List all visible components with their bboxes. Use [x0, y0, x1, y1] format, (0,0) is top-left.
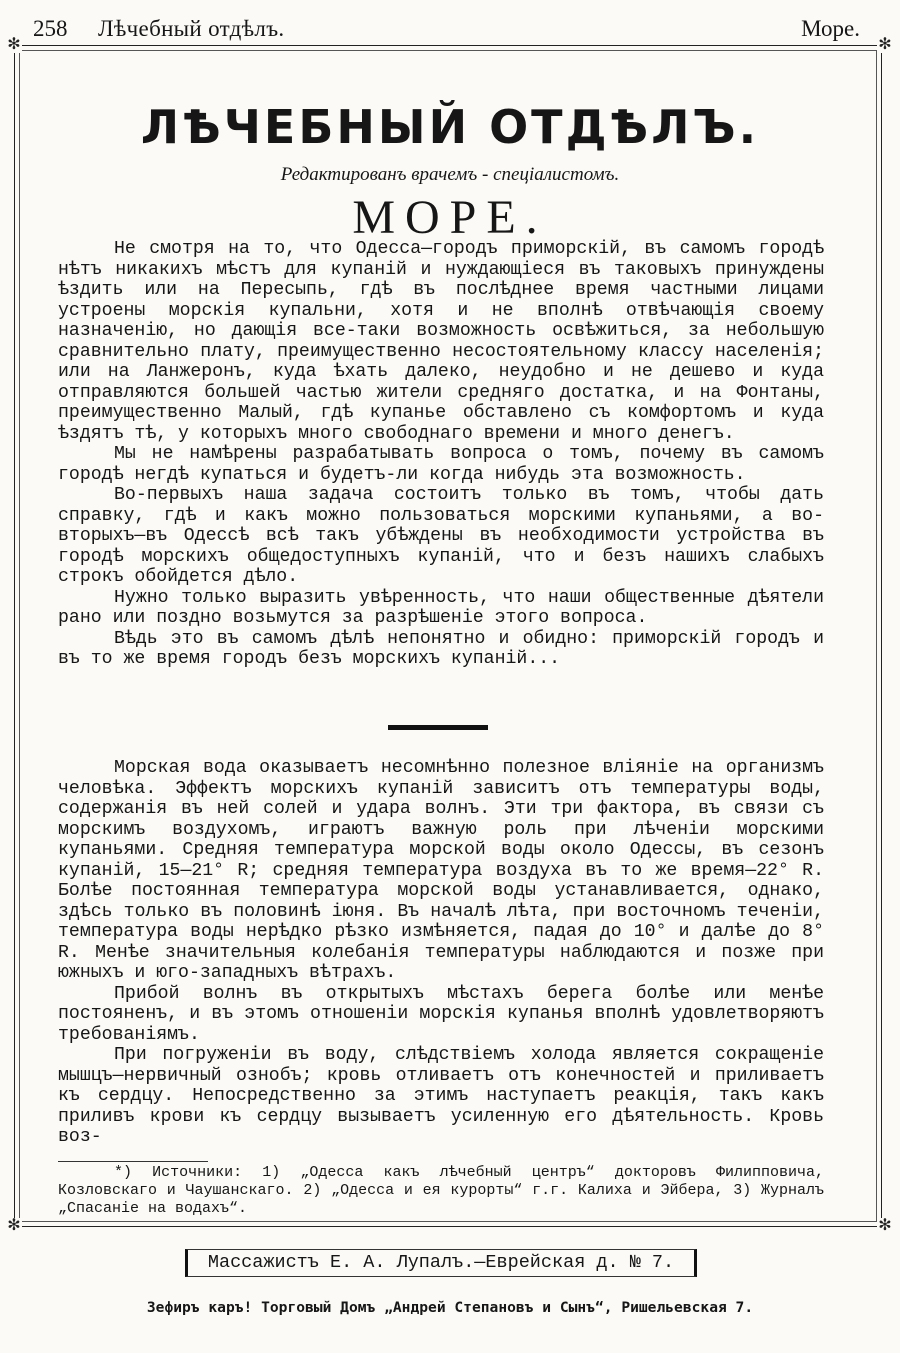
section-title: ЛѢЧЕБНЫЙ ОТДѢЛЪ.: [140, 100, 760, 154]
paragraph: Морская вода оказываетъ несомнѣнно полезное вліяніе на организмъ человѣка. Эффектъ морскихъ купаній зависитъ отъ температуры воды, содержанія въ ней солей и удара волнъ. Эти три фактора, въ связи съ морскимъ воздухомъ, играютъ важную роль при лѣченіи морскими купаньями. Средняя температура морской воды около Одессы, въ сезонъ купаній, 15—21° R; средняя температура воздуха въ то же время—22° R. Болѣе постоянная температура морской воды устанавливается, однако, здѣсь только въ половинѣ іюня. Въ началѣ лѣта, при восточномъ теченіи, температура воды нерѣдко рѣзко измѣняется, падая до 10° и далѣе до 8° R. Менѣе значительныя колебанія температуры наблюдаются и позже при южныхъ и юго-западныхъ вѣтрахъ.: [58, 758, 824, 983]
paragraph: При погруженіи въ воду, слѣдствіемъ холода является сокращеніе мышцъ—нервичный ознобъ; кровь отливаетъ отъ конечностей и приливаетъ къ сердцу. Непосредственно за этимъ наступаетъ реакція, такъ какъ приливъ крови къ сердцу вызываетъ усиленную его дѣятельность. Кровь воз-: [58, 1045, 824, 1147]
footnote: *) Источники: 1) „Одесса какъ лѣчебный центръ“ докторовъ Филипповича, Козловскаго и Чаушанскаго. 2) „Одесса и ея курорты“ г.г. Калиха и Эйбера, 3) Журналъ „Спасаніе на водахъ“.: [58, 1164, 824, 1217]
footnote-divider: [58, 1161, 208, 1162]
article-heading: МОРЕ.: [352, 191, 548, 244]
paragraph: Прибой волнъ въ открытыхъ мѣстахъ берега болѣе или менѣе постояненъ, и въ этомъ отношеніи морскія купанья вполнѣ удовлетворяютъ требованіямъ.: [58, 983, 824, 1045]
article-main: [58, 758, 824, 1148]
corner-ornament-icon: ✻: [7, 36, 21, 53]
paragraph: Вѣдь это въ самомъ дѣлѣ непонятно и обидно: приморскій городъ и въ то же время городъ безъ морскихъ купаній...: [58, 628, 824, 669]
running-head: [0, 12, 900, 48]
article-intro: [58, 239, 824, 670]
advert-bottom: Зефиръ каръ! Торговый Домъ „Андрей Степановъ и Сынъ“, Ришельевская 7.: [146, 1299, 754, 1316]
page-number: 258: [33, 16, 68, 41]
paragraph: Мы не намѣрены разрабатывать вопроса о томъ, почему въ самомъ городѣ негдѣ купаться и будетъ-ли когда нибудь эта возможность.: [58, 444, 824, 485]
corner-ornament-icon: ✻: [878, 36, 892, 53]
paragraph: Нужно только выразить увѣренность, что наши общественные дѣятели рано или поздно возьмутся за разрѣшеніе этого вопроса.: [58, 587, 824, 628]
advert-boxed: Массажистъ Е. А. Лупалъ.—Еврейская д. № 7.: [185, 1249, 697, 1277]
paragraph: Во-первыхъ наша задача состоитъ только въ томъ, чтобы дать справку, гдѣ и какъ можно пользоваться морскими купаньями, а во-вторыхъ—въ Одессѣ всѣ такъ убѣждены въ необходимости устройства въ городѣ морскихъ общедоступныхъ купаній, что и безъ нашихъ слабыхъ строкъ обойдется дѣло.: [58, 485, 824, 587]
section-subtitle: Редактированъ врачемъ - спеціалистомъ.: [280, 164, 620, 185]
section-divider: [388, 725, 488, 730]
corner-ornament-icon: ✻: [7, 1217, 21, 1234]
running-head-topic: Море.: [801, 16, 860, 41]
corner-ornament-icon: ✻: [878, 1217, 892, 1234]
paragraph: Не смотря на то, что Одесса—городъ приморскій, въ самомъ городѣ нѣтъ никакихъ мѣстъ для купаній и нуждающіеся въ таковыхъ принуждены ѣздить или на Пересыпь, гдѣ въ послѣднее время частными лицами устроены морскія купальни, хотя и не вполнѣ отвѣчающія своему назначенію, но дающія все-таки возможность освѣжиться, за небольшую сравнительно плату, преимущественно несостоятельному классу населенія; или на Ланжеронъ, куда ѣхать далеко, неудобно и не дешево и куда отправляются большей частью жители средняго достатка, и на Фонтаны, преимущественно Малый, гдѣ купанье обставлено съ комфортомъ и куда ѣздятъ тѣ, у которыхъ много свободнаго времени и много денегъ.: [58, 239, 824, 444]
running-head-section: Лѣчебный отдѣлъ.: [98, 16, 285, 41]
